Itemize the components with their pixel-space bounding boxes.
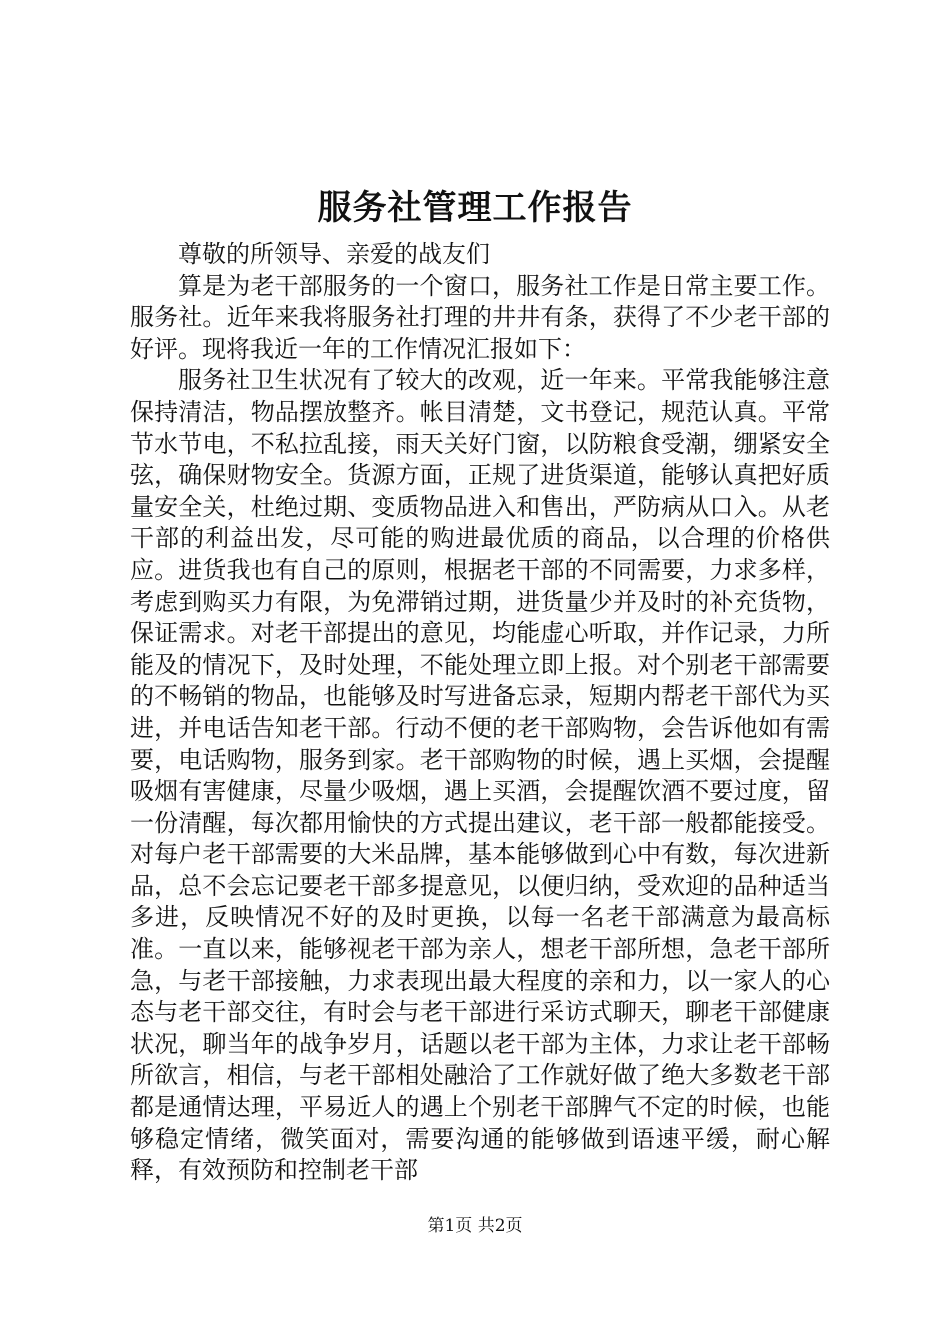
paragraph-work-details: 服务社卫生状况有了较大的改观，近一年来。平常我能够注意保持清洁，物品摆放整齐。帐目清楚，文书登记，规范认真。平常节水节电，不私拉乱接，雨天关好门窗，以防粮食受潮，绷紧安全弦，确保财物安全。货源方面，正规了进货渠道，能够认真把好质量安全关，杜绝过期、变质物品进入和售出，严防病从口入。从老干部的利益出发，尽可能的购进最优质的商品，以合理的价格供应。进货我也有自己的原则，根据老干部的不同需要，力求多样，考虑到购买力有限，为免滞销过期，进货量少并及时的补充货物，保证需求。对老干部提出的意见，均能虚心听取，并作记录，力所能及的情况下，及时处理，不能处理立即上报。对个别老干部需要的不畅销的物品，也能够及时写进备忘录，短期内帮老干部代为买进，并电话告知老干部。行动不便的老干部购物，会告诉他如有需要，电话购物，服务到家。老干部购物的时候，遇上买烟，会提醒吸烟有害健康，尽量少吸烟，遇上买酒，会提醒饮酒不要过度，留一份清醒，每次都用愉快的方式提出建议，老干部一般都能接受。对每户老干部需要的大米品牌，基本能够做到心中有数，每次进新品，总不会忘记要老干部多提意见，以便归纳，受欢迎的品种适当多进，反映情况不好的及时更换，以每一名老干部满意为最高标准。一直以来，能够视老干部为亲人，想老干部所想，急老干部所急，与老干部接触，力求表现出最大程度的亲和力，以一家人的心态与老干部交往，有时会与老干部进行采访式聊天，聊老干部健康状况，聊当年的战争岁月，话题以老干部为主体，力求让老干部畅所欲言，相信，与老干部相处融洽了工作就好做了绝大多数老干部都是通情达理，平易近人的遇上个别老干部脾气不定的时候，也能够稳定情绪，微笑面对，需要沟通的能够做到语速平缓，耐心解释，有效预防和控制老干部 [130,366,830,1185]
document-body [130,239,830,1187]
paragraph-intro: 算是为老干部服务的一个窗口，服务社工作是日常主要工作。服务社。近年来我将服务社打理的井井有条，获得了不少老干部的好评。现将我近一年的工作情况汇报如下： [130,271,830,363]
page-number-footer: 第1页 共2页 [427,1216,523,1236]
document-title: 服务社管理工作报告 [317,188,633,228]
salutation: 尊敬的所领导、亲爱的战友们 [178,240,490,268]
